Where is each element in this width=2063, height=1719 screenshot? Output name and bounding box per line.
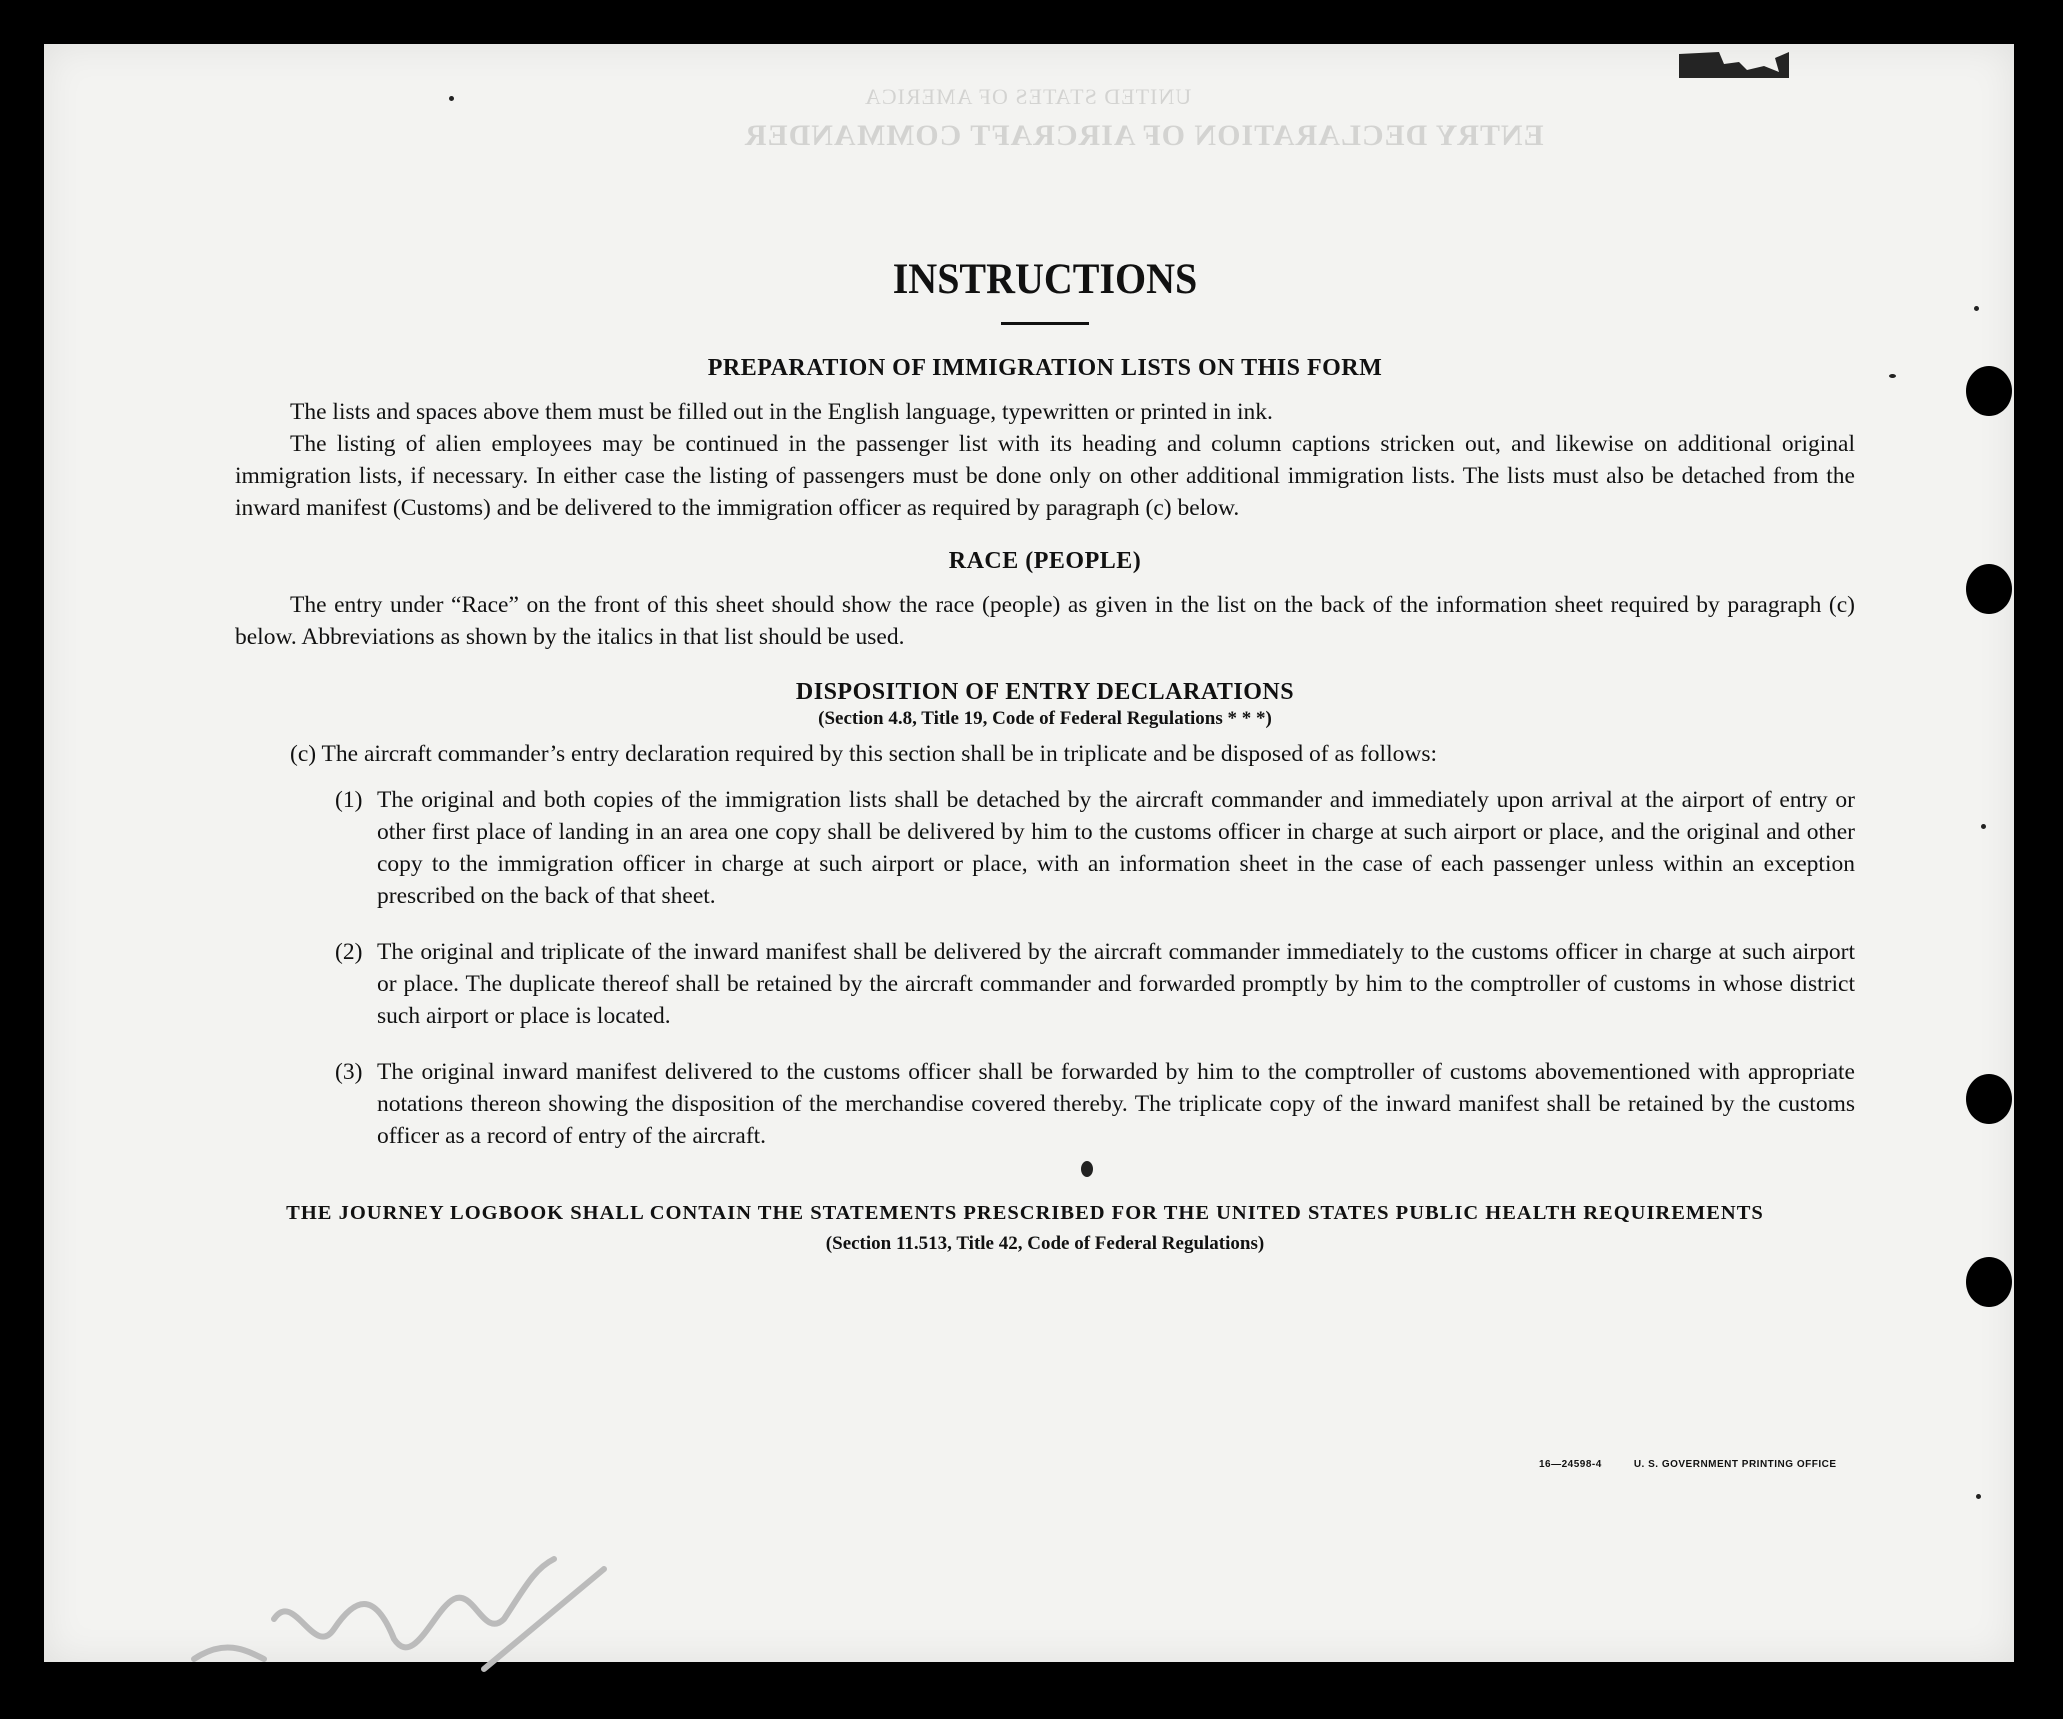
section-heading-disposition: DISPOSITION OF ENTRY DECLARATIONS	[795, 679, 1295, 705]
section-heading-race: RACE (PEOPLE)	[948, 548, 1142, 574]
item-number: (2)	[335, 939, 363, 965]
page-title: INSTRUCTIONS	[892, 254, 1198, 303]
bleed-through-line-2: ENTRY DECLARATION OF AIRCRAFT COMMANDER	[744, 119, 1544, 152]
disposition-item-3	[335, 1056, 1855, 1152]
speck	[449, 96, 454, 101]
faint-signature	[184, 1549, 624, 1689]
instructions-content	[235, 255, 1855, 1255]
punch-hole-2	[1966, 564, 2012, 614]
torn-corner-mark	[1679, 52, 1789, 78]
bleed-through-line-1: UNITED STATES OF AMERICA	[864, 84, 1192, 109]
disposition-item-2	[335, 936, 1855, 1032]
speck	[1974, 306, 1979, 311]
document-page	[44, 44, 2014, 1662]
disposition-item-1	[335, 784, 1855, 912]
speck	[1981, 824, 1986, 829]
speck	[1976, 1494, 1981, 1499]
preparation-paragraph-2: The listing of alien employees may be continued in the passenger list with its heading and column captions stricken out, and likewise on additional original immigration lists, if necessary. In either case the listing of passengers must be done only on other additional immigration lists. The lists must also be detached from the inward manifest (Customs) and be delivered to the immigration officer as required by paragraph (c) below.	[235, 431, 1855, 521]
journey-logbook-statement: THE JOURNEY LOGBOOK SHALL CONTAIN THE STATEMENTS PRESCRIBED FOR THE UNITED STATES PUBLIC HEALTH REQUIREMENTS	[286, 1202, 1764, 1224]
item-number: (3)	[335, 1059, 363, 1085]
form-number: 16—24598-4	[1539, 1459, 1602, 1470]
disposition-intro: (c) The aircraft commander’s entry declaration required by this section shall be in triplicate and be disposed of as follows:	[290, 741, 1437, 767]
item-text: The original and both copies of the immigration lists shall be detached by the aircraft commander and immediately upon arrival at the airport of entry or other first place of landing in an area one copy shall be delivered by him to the customs officer in charge at such airport or place, and the original and other copy to the immigration officer in charge at such airport or place, with an information sheet in the case of each passenger unless within an exception prescribed on the back of that sheet.	[377, 787, 1855, 909]
title-underline	[1001, 322, 1089, 325]
preparation-paragraph-1: The lists and spaces above them must be filled out in the English language, typewritten or printed in ink.	[290, 399, 1273, 425]
printer-footer	[1539, 1459, 1869, 1470]
disposition-citation: (Section 4.8, Title 19, Code of Federal Regulations * * *)	[818, 708, 1272, 729]
item-text: The original inward manifest delivered to the customs officer shall be forwarded by him to the comptroller of customs abovementioned with appropriate notations thereon showing the disposition of the merchandise covered thereby. The triplicate copy of the inward manifest shall be retained by the customs officer as a record of entry of the aircraft.	[377, 1059, 1855, 1149]
item-number: (1)	[335, 787, 363, 813]
item-text: The original and triplicate of the inward manifest shall be delivered by the aircraft commander immediately to the customs officer in charge at such airport or place. The duplicate thereof shall be retained by the aircraft commander and forwarded promptly by him to the comptroller of customs in whose district such airport or place is located.	[377, 939, 1855, 1029]
punch-hole-1	[1966, 366, 2012, 416]
journey-citation: (Section 11.513, Title 42, Code of Federal Regulations)	[825, 1233, 1265, 1254]
speck	[1889, 374, 1896, 378]
punch-hole-3	[1966, 1074, 2012, 1124]
section-heading-preparation: PREPARATION OF IMMIGRATION LISTS ON THIS FORM	[707, 355, 1383, 381]
punch-hole-4	[1966, 1257, 2012, 1307]
printer-name: U. S. GOVERNMENT PRINTING OFFICE	[1633, 1459, 1837, 1470]
race-paragraph: The entry under “Race” on the front of this sheet should show the race (people) as given in the list on the back of the information sheet required by paragraph (c) below. Abbreviations as shown by the italics in that list should be used.	[235, 592, 1855, 650]
